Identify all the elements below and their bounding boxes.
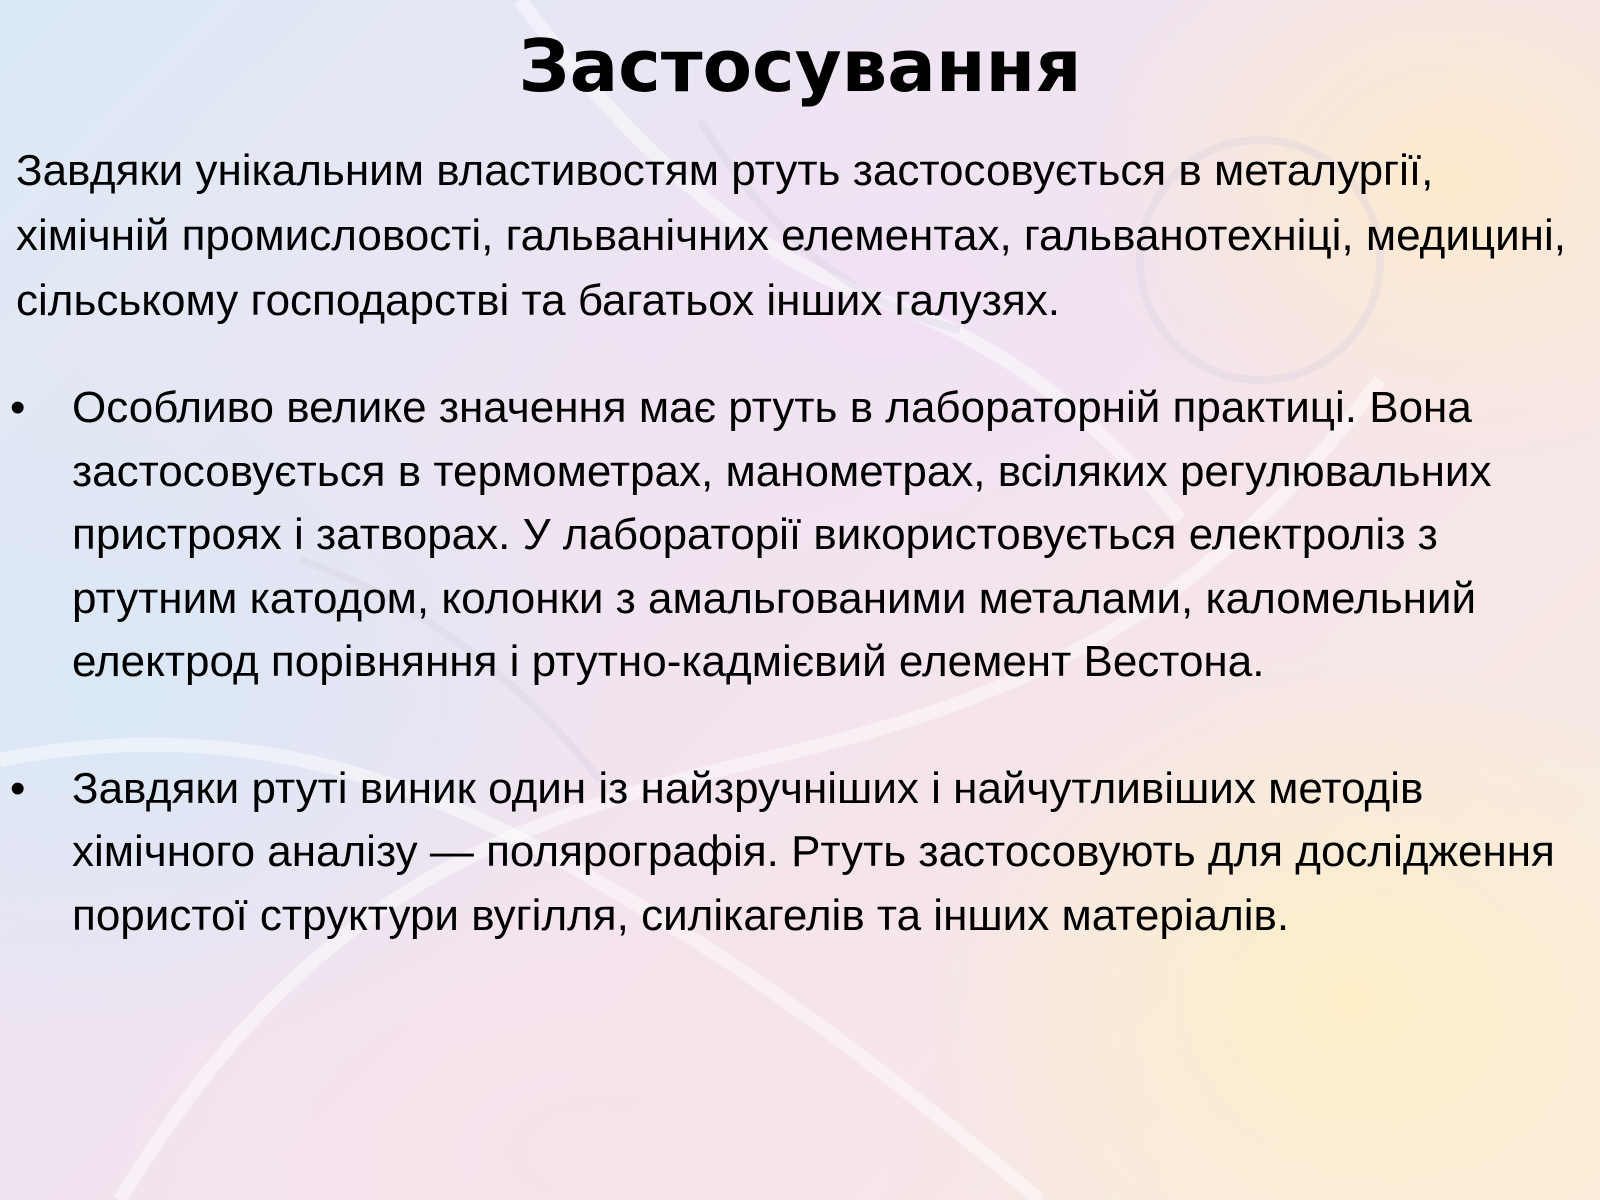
intro-paragraph: Завдяки унікальним властивостям ртуть застосовується в металургії, хімічній промисловості, гальванічних елементах, гальванотехніці, медицині, сільському господарстві та багатьох інших галузях. (16, 146, 1566, 325)
bullet-dot-icon: • (10, 383, 26, 432)
bullet-text: Особливо велике значення має ртуть в лабораторній практиці. Вона застосовується в термометрах, манометрах, всіляких регулювальних пристроях і затворах. У лабораторії використовується електроліз з ртутним катодом, колонки з амальгованими металами, каломельний електрод порівняння і ртутно-кадмієвий елемент Вестона. (72, 383, 1492, 686)
bullet-text: Завдяки ртуті виник один із найзручніших і найчутливіших методів хімічного аналізу — полярографія. Ртуть застосовують для дослідження пористої структури вугілля, силікагелів та інших матеріалів. (72, 763, 1555, 940)
bullet-dot-icon: • (10, 763, 26, 813)
slide-title: Застосування (518, 24, 1082, 108)
bullet-item (0, 757, 1587, 948)
bullet-item (0, 376, 1587, 694)
bullet-list (0, 376, 1600, 1010)
